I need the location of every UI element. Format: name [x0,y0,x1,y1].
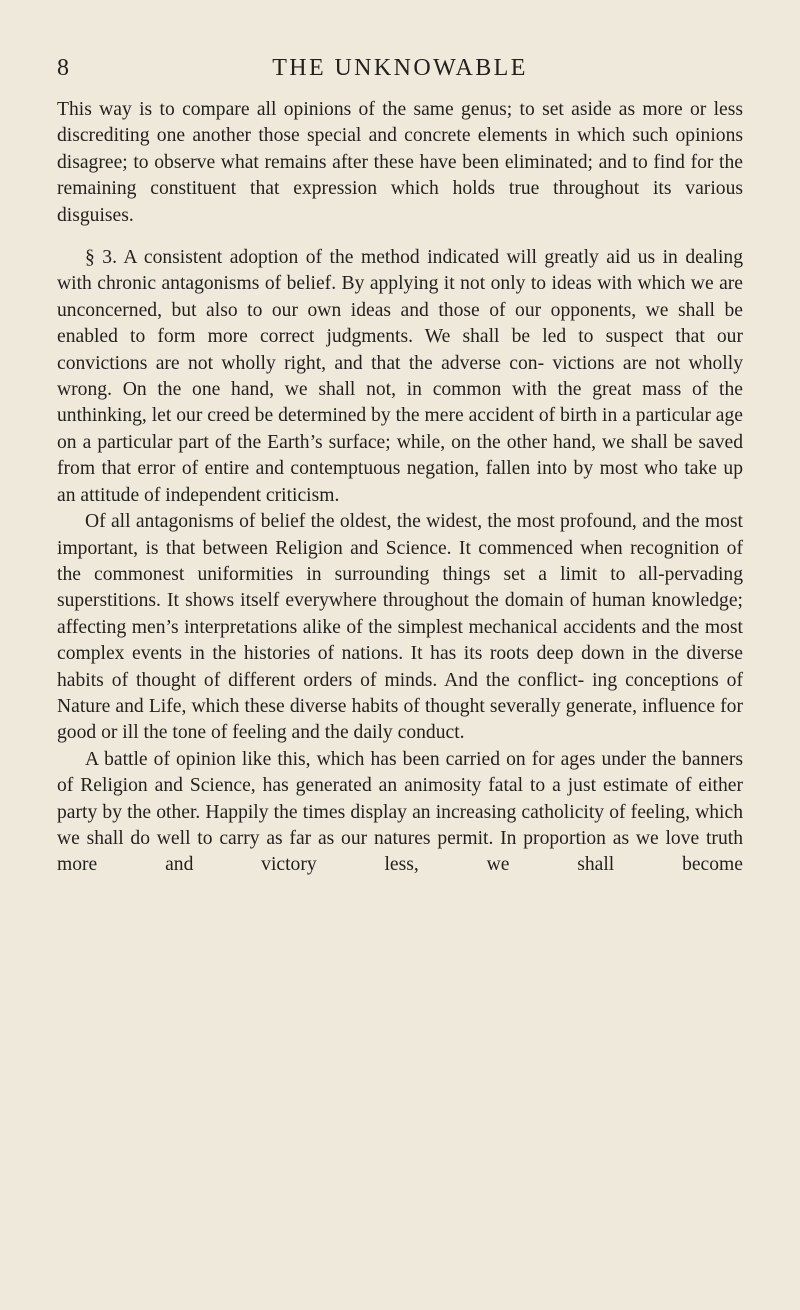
paragraph-religion-science: Of all antagonisms of belief the oldest, the widest, the most profound, and the most important, is that between Religion and Science. It commenced when recognition of the commonest uniformities in surrounding things set a limit to all-pervading superstitions. It shows itself everywhere throughout the domain of human knowledge; affecting men’s interpretations alike of the simplest mechanical accidents and the most complex events in the histories of nations. It has its roots deep down in the diverse habits of thought of different orders of minds. And the conflict- ing conceptions of Nature and Life, which these diverse habits of thought severally generate, influence for good or ill the tone of feeling and the daily conduct. [57,511,743,744]
paragraph-section-3: § 3. A consistent adoption of the method indicated will greatly aid us in dealing with chronic antagonisms of belief. By applying it not only to ideas with which we are unconcerned, but also to our own ideas and those of our opponents, we shall be enabled to form more correct judgments. We shall be led to suspect that our convictions are not wholly right, and that the adverse con- victions are not wholly wrong. On the one hand, we shall not, in common with the great mass of the unthinking, let our creed be determined by the mere accident of birth in a particular age on a particular part of the Earth’s surface; while, on the other hand, we shall be saved from that error of entire and contemptuous negation, fallen into by most who take up an attitude of independent criticism. [57,247,743,506]
running-head [57,50,743,86]
body-text [57,97,743,879]
book-title: THE UNKNOWABLE [272,55,528,81]
page-number: 8 [57,55,70,81]
paragraph-battle-of-opinion: A battle of opinion like this, which has been carried on for ages under the banners of Religion and Science, has generated an animosity fatal to a just estimate of either party by the other. Happily the times display an increasing catholicity of feeling, which we shall do well to carry as far as our natures permit. In proportion as we love truth more and victory less, we shall become [57,748,743,876]
paragraph-compare-opinions: This way is to compare all opinions of the same genus; to set aside as more or less discrediting one another those special and concrete elements in which such opinions disagree; to observe what remains after these have been eliminated; and to find for the remaining constituent that expression which holds true throughout its various disguises. [57,99,743,226]
